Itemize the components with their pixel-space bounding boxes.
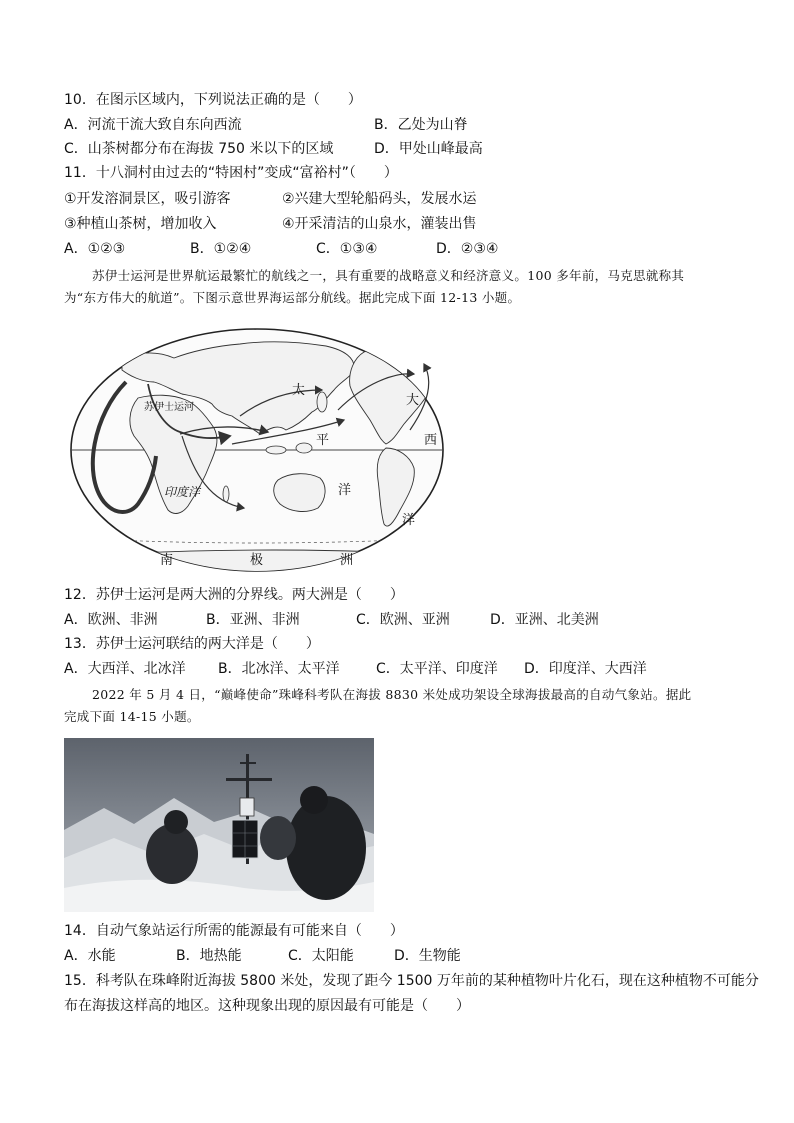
q13-option-c: C．太平洋、印度洋 [376, 661, 498, 677]
q15-stem-line-1: 15．科考队在珠峰附近海拔 5800 米处，发现了距今 1500 万年前的某种植物叶片化石，现在这种植物不可能分 [64, 973, 759, 989]
q14-stem: 14．自动气象站运行所需的能源最有可能来自（ ） [64, 923, 404, 939]
atlantic-label-3: 洋 [402, 512, 416, 527]
q11-option-d: D．②③④ [436, 241, 499, 257]
weather-station-photo [64, 738, 374, 912]
q10-option-c: C．山茶树都分布在海拔 750 米以下的区域 [64, 141, 334, 157]
q11-option-a: A．①②③ [64, 241, 126, 257]
intro-12-13-line-2: 为“东方伟大的航道”。下图示意世界海运部分航线。据此完成下面 12-13 小题。 [64, 290, 521, 305]
q11-item-2: ②兴建大型轮船码头，发展水运 [282, 191, 477, 207]
q15-stem-line-2: 布在海拔这样高的地区。这种现象出现的原因最有可能是（ ） [64, 998, 470, 1014]
atlantic-label-2: 西 [424, 432, 438, 447]
q14-option-d: D．生物能 [394, 948, 461, 964]
q12-option-c: C．欧洲、亚洲 [356, 612, 450, 628]
q10-stem: 10．在图示区域内，下列说法正确的是（ ） [64, 92, 362, 108]
q13-option-d: D．印度洋、大西洋 [524, 661, 647, 677]
indian-ocean-label: 印度洋 [164, 485, 201, 499]
q14-option-b: B．地热能 [176, 948, 242, 964]
q11-item-1: ①开发溶洞景区，吸引游客 [64, 191, 231, 207]
q12-stem: 12．苏伊士运河是两大洲的分界线。两大洲是（ ） [64, 587, 404, 603]
suez-canal-label: 苏伊士运河 [144, 402, 194, 413]
pacific-label-2: 平 [316, 432, 330, 447]
q13-option-b: B．北冰洋、太平洋 [218, 661, 340, 677]
q13-stem: 13．苏伊士运河联结的两大洋是（ ） [64, 636, 320, 652]
pacific-label-3: 洋 [338, 482, 352, 497]
atlantic-label-1: 大 [406, 392, 420, 407]
q12-option-d: D．亚洲、北美洲 [490, 612, 599, 628]
world-shipping-routes-map [64, 324, 450, 574]
q14-option-a: A．水能 [64, 948, 116, 964]
q11-stem: 11．十八洞村由过去的“特困村”变成“富裕村”（ ） [64, 165, 398, 181]
antarctic-label-2: 极 [250, 552, 264, 567]
q11-item-3: ③种植山茶树，增加收入 [64, 216, 217, 232]
q10-option-b: B．乙处为山脊 [374, 117, 468, 133]
intro-14-15-line-2: 完成下面 14-15 小题。 [64, 709, 200, 724]
intro-14-15-line-1: 2022 年 5 月 4 日，“巅峰使命”珠峰科考队在海拔 8830 米处成功架设全球海拔最高的自动气象站。据此 [92, 687, 692, 702]
intro-12-13-line-1: 苏伊士运河是世界航运最繁忙的航线之一，具有重要的战略意义和经济意义。100 多年前，马克思就称其 [92, 268, 685, 283]
q12-option-a: A．欧洲、非洲 [64, 612, 158, 628]
antarctic-label-1: 南 [160, 552, 174, 567]
q10-option-d: D．甲处山峰最高 [374, 141, 483, 157]
q13-option-a: A．大西洋、北冰洋 [64, 661, 186, 677]
q12-option-b: B．亚洲、非洲 [206, 612, 300, 628]
q10-option-a: A．河流干流大致自东向西流 [64, 117, 242, 133]
q11-item-4: ④开采清洁的山泉水，灌装出售 [282, 216, 477, 232]
q11-option-b: B．①②④ [190, 241, 252, 257]
pacific-label-1: 太 [292, 382, 306, 397]
antarctic-label-3: 洲 [340, 552, 354, 567]
q11-option-c: C．①③④ [316, 241, 378, 257]
q14-option-c: C．太阳能 [288, 948, 354, 964]
